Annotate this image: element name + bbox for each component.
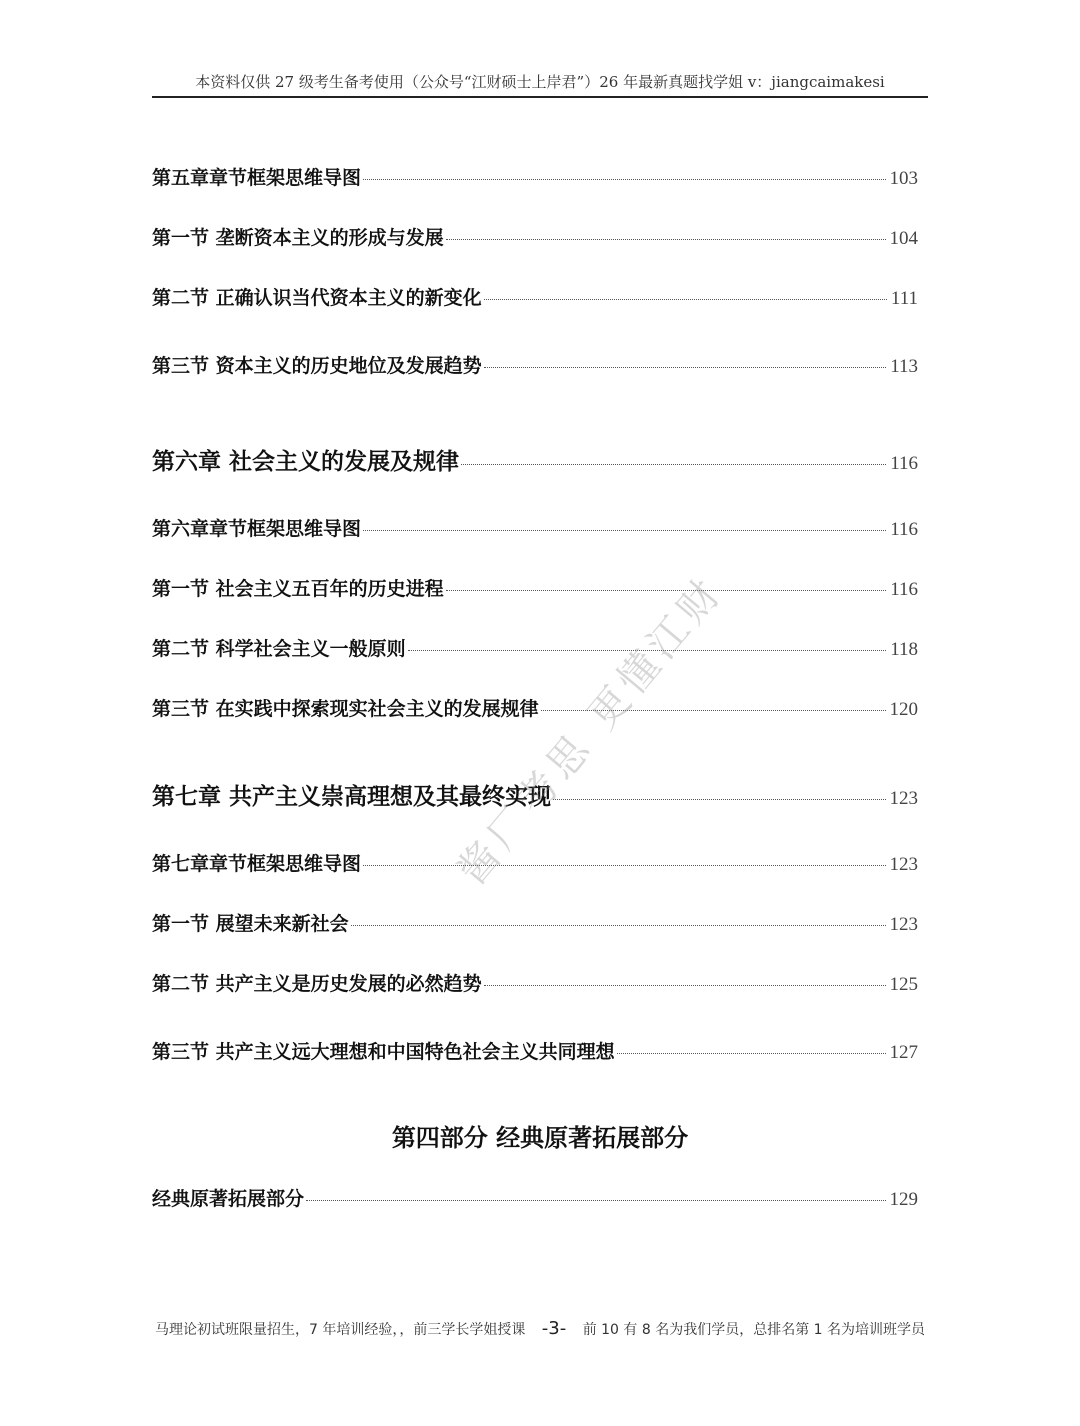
toc-entry-title: 第六章 社会主义的发展及规律 <box>152 448 460 475</box>
toc-entry-title: 第五章章节框架思维导图 <box>152 167 362 189</box>
page-number: -3- <box>541 1318 567 1339</box>
toc-entry-title: 第六章章节框架思维导图 <box>152 518 362 540</box>
toc-entry-title: 第三节 共产主义远大理想和中国特色社会主义共同理想 <box>152 1041 615 1063</box>
toc-entry[interactable] <box>152 283 918 310</box>
toc-entry[interactable] <box>152 634 918 661</box>
toc-entry-page: 120 <box>889 699 918 720</box>
toc-entry-page: 113 <box>890 356 918 377</box>
dot-leader <box>446 590 887 591</box>
dot-leader <box>408 650 887 651</box>
dot-leader <box>446 239 886 240</box>
part-heading: 第四部分 经典原著拓展部分 <box>391 1123 689 1152</box>
dot-leader <box>553 799 885 800</box>
dot-leader <box>363 179 885 180</box>
dot-leader <box>351 925 886 926</box>
toc-entry-title: 第二节 科学社会主义一般原则 <box>152 638 406 660</box>
toc-entry-page: 103 <box>889 168 918 189</box>
toc-entry[interactable] <box>152 351 918 378</box>
toc-entry-title: 第七章章节框架思维导图 <box>152 853 362 875</box>
footer-left-text: 马理论初试班限量招生，7 年培训经验，，前三学长学姐授课 <box>154 1322 526 1338</box>
toc-entry-title: 第一节 垄断资本主义的形成与发展 <box>152 227 444 249</box>
dot-leader <box>541 710 886 711</box>
toc-entry-title: 第二节 正确认识当代资本主义的新变化 <box>152 287 482 309</box>
toc-entry-page: 123 <box>889 854 918 875</box>
toc-entry-page: 129 <box>889 1189 918 1210</box>
toc-entry[interactable] <box>152 1184 918 1211</box>
toc-entry-title: 第三节 在实践中探索现实社会主义的发展规律 <box>152 698 539 720</box>
dot-leader <box>363 865 885 866</box>
toc-entry[interactable] <box>152 514 918 541</box>
dot-leader <box>484 367 887 368</box>
toc-entry-page: 116 <box>890 453 918 474</box>
footer-right-text: 前 10 有 8 名为我们学员，总排名第 1 名为培训班学员 <box>582 1322 926 1338</box>
toc-entry-page: 116 <box>890 579 918 600</box>
toc-entry-page: 123 <box>889 914 918 935</box>
toc-entry-page: 116 <box>890 519 918 540</box>
toc-entry-page: 118 <box>890 639 918 660</box>
toc-entry[interactable] <box>152 1037 918 1064</box>
dot-leader <box>461 464 886 465</box>
dot-leader <box>617 1053 886 1054</box>
toc-entry-page: 111 <box>890 288 918 309</box>
toc-entry-page: 123 <box>889 788 918 809</box>
dot-leader <box>484 299 887 300</box>
toc-entry-title: 第二节 共产主义是历史发展的必然趋势 <box>152 973 482 995</box>
dot-leader <box>306 1200 885 1201</box>
page-header <box>152 70 928 98</box>
toc-entry-page: 127 <box>889 1042 918 1063</box>
toc-entry[interactable] <box>152 849 918 876</box>
toc-entry-title: 第七章 共产主义崇高理想及其最终实现 <box>152 783 552 810</box>
dot-leader <box>484 985 886 986</box>
toc-chapter-entry[interactable] <box>152 443 918 476</box>
toc-entry-title: 第一节 展望未来新社会 <box>152 913 349 935</box>
toc-entry[interactable] <box>152 574 918 601</box>
toc-entry[interactable] <box>152 909 918 936</box>
toc-entry-page: 125 <box>889 974 918 995</box>
toc-entry[interactable] <box>152 694 918 721</box>
toc-entry[interactable] <box>152 223 918 250</box>
toc-entry-page: 104 <box>889 228 918 249</box>
toc-entry-title: 第一节 社会主义五百年的历史进程 <box>152 578 444 600</box>
toc-entry[interactable] <box>152 969 918 996</box>
dot-leader <box>363 530 886 531</box>
toc-entry-title: 经典原著拓展部分 <box>152 1188 305 1210</box>
toc-entry-title: 第三节 资本主义的历史地位及发展趋势 <box>152 355 482 377</box>
toc-chapter-entry[interactable] <box>152 778 918 811</box>
header-text: 本资料仅供 27 级考生备考使用（公众号“江财硕士上岸君”）26 年最新真题找学姐 v：jiangcaimakesi <box>195 73 885 91</box>
page-footer <box>152 1318 928 1339</box>
watermark: 酱厂考思 更懂江财 <box>449 567 733 894</box>
toc-entry[interactable] <box>152 163 918 190</box>
